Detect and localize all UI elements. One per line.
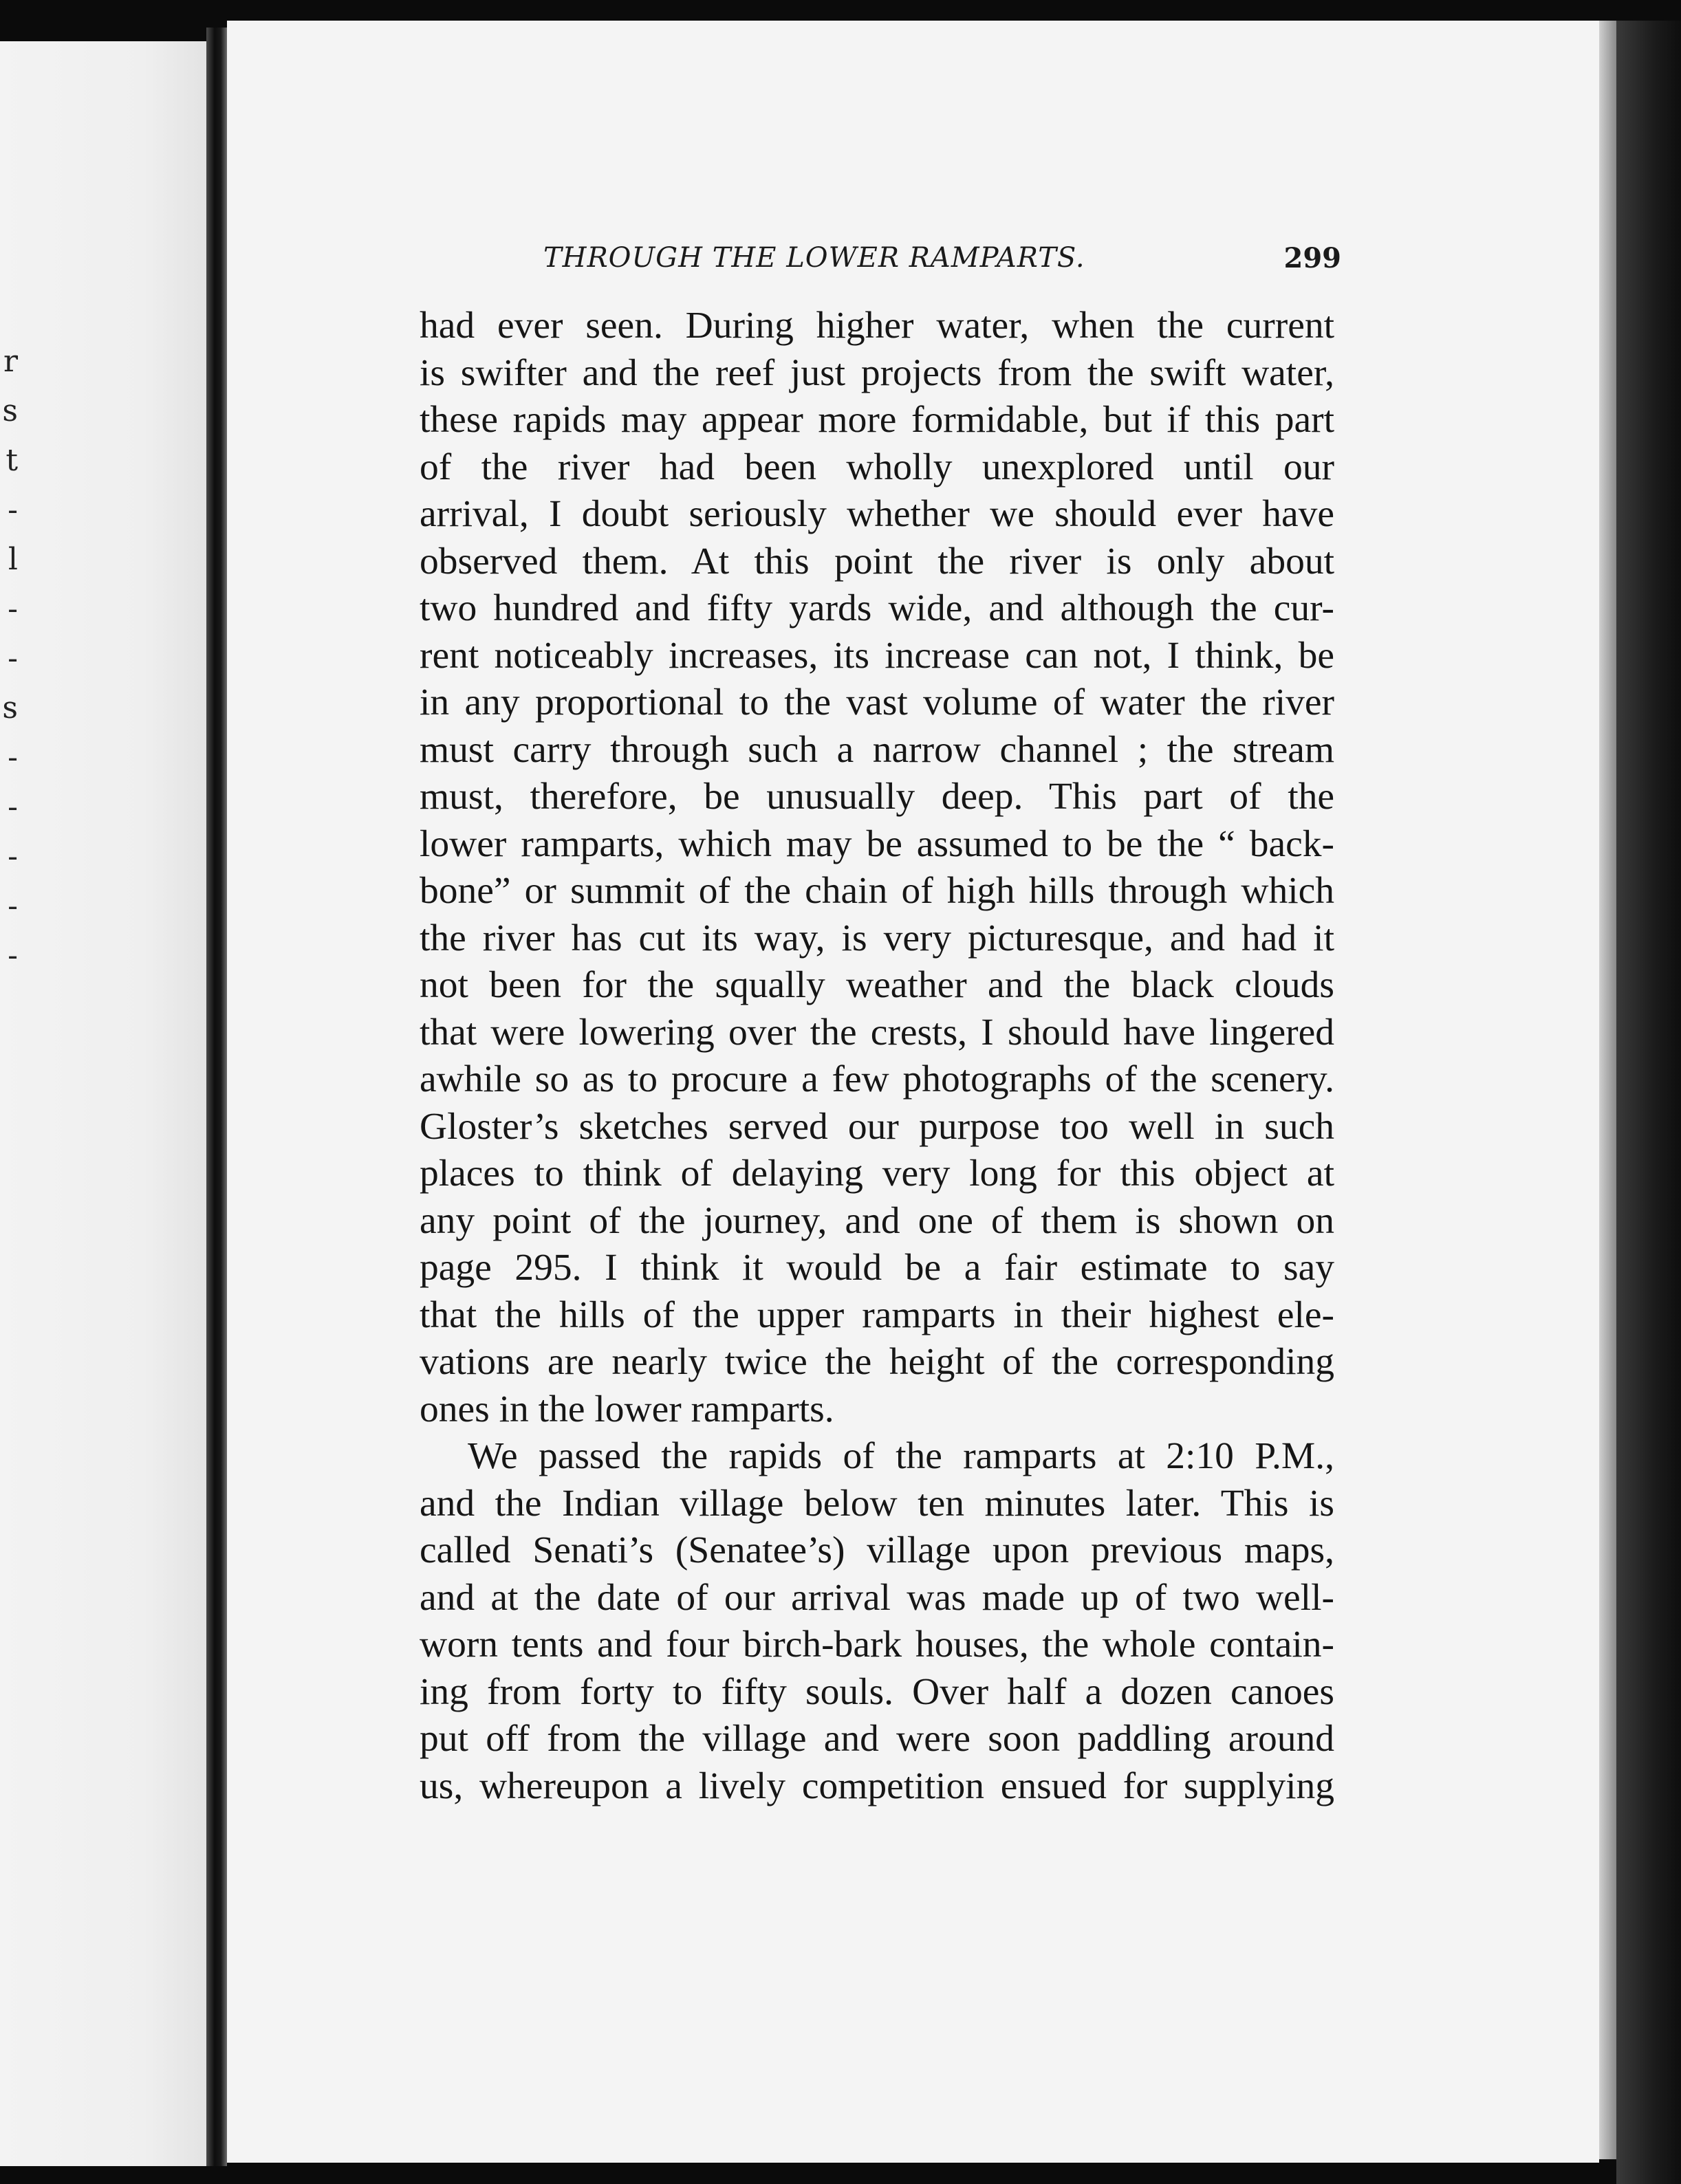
running-head: THROUGH THE LOWER RAMPARTS. bbox=[543, 242, 1085, 274]
text-line: must, therefore, be unusually deep. This part of the bbox=[420, 776, 1334, 818]
text-line: called Senati’s (Senatee’s) village upon previous maps, bbox=[420, 1529, 1334, 1571]
text-line: ones in the lower ramparts. bbox=[420, 1388, 834, 1430]
text-line: these rapids may appear more formidable, but if this part bbox=[420, 399, 1334, 441]
text-line: not been for the squally weather and the black clouds bbox=[420, 964, 1334, 1006]
paragraph-2 bbox=[420, 1433, 1334, 1810]
text-line: had ever seen. During higher water, when the current bbox=[420, 305, 1334, 347]
edge-letter: r bbox=[3, 344, 18, 379]
text-line: observed them. At this point the river is only about bbox=[420, 540, 1334, 582]
edge-letter: - bbox=[8, 591, 18, 626]
page-stack-edge bbox=[1599, 21, 1616, 2159]
page-number: 299 bbox=[1283, 242, 1341, 274]
text-line: of the river had been wholly unexplored until our bbox=[420, 446, 1334, 488]
edge-letter: - bbox=[8, 740, 18, 775]
edge-letter: s bbox=[2, 393, 18, 428]
text-line: any point of the journey, and one of them is shown on bbox=[420, 1199, 1334, 1242]
text-line: bone” or summit of the chain of high hills through which bbox=[420, 870, 1334, 912]
edge-letter: t bbox=[6, 443, 18, 478]
page-header bbox=[413, 242, 1341, 290]
text-line: worn tents and four birch-bark houses, the whole contain- bbox=[420, 1624, 1334, 1666]
paragraph-1 bbox=[420, 303, 1334, 1433]
text-line: Gloster’s sketches served our purpose too well in such bbox=[420, 1105, 1334, 1148]
edge-letter: l bbox=[8, 542, 18, 577]
book-gutter bbox=[206, 28, 227, 2166]
edge-letter: - bbox=[8, 492, 18, 527]
text-line: places to think of delaying very long for this object at bbox=[420, 1153, 1334, 1194]
edge-letter: - bbox=[8, 938, 18, 973]
text-line: and at the date of our arrival was made up of two well- bbox=[420, 1576, 1334, 1619]
text-line: that were lowering over the crests, I should have lingered bbox=[420, 1011, 1334, 1053]
edge-letter: - bbox=[8, 888, 18, 924]
edge-letter: - bbox=[8, 839, 18, 874]
edge-letter: - bbox=[8, 641, 18, 676]
text-line: put off from the village and were soon paddling around bbox=[420, 1718, 1334, 1760]
edge-letter: - bbox=[8, 789, 18, 825]
text-line: us, whereupon a lively competition ensued for supplying bbox=[420, 1765, 1334, 1807]
text-line: arrival, I doubt seriously whether we should ever have bbox=[420, 493, 1334, 535]
body-text bbox=[420, 303, 1334, 1810]
text-line: that the hills of the upper ramparts in their highest ele- bbox=[420, 1293, 1334, 1336]
text-line: is swifter and the reef just projects from the swift water, bbox=[420, 351, 1334, 394]
text-line: rent noticeably increases, its increase can not, I think, be bbox=[420, 634, 1334, 677]
text-line: ing from forty to fifty souls. Over half a dozen canoes bbox=[420, 1670, 1334, 1713]
text-line: lower ramparts, which may be assumed to be the “ back- bbox=[420, 822, 1334, 865]
text-line: awhile so as to procure a few photographs of the scenery. bbox=[420, 1058, 1334, 1100]
text-line: must carry through such a narrow channel ; the stream bbox=[420, 728, 1334, 771]
book-cover-edge bbox=[1616, 21, 1681, 2184]
text-line: in any proportional to the vast volume of water the river bbox=[420, 681, 1334, 723]
text-line: two hundred and fifty yards wide, and although the cur- bbox=[420, 587, 1334, 629]
facing-page-edge bbox=[0, 41, 206, 2166]
text-line: and the Indian village below ten minutes later. This is bbox=[420, 1482, 1334, 1525]
text-line: We passed the rapids of the ramparts at 2:10 P.M., bbox=[468, 1435, 1334, 1477]
text-line: vations are nearly twice the height of the corresponding bbox=[420, 1341, 1334, 1383]
text-line: page 295. I think it would be a fair estimate to say bbox=[420, 1247, 1334, 1289]
edge-letter: s bbox=[2, 690, 18, 725]
facing-page-letters bbox=[0, 337, 18, 981]
text-line: the river has cut its way, is very picturesque, and had it bbox=[420, 917, 1334, 959]
